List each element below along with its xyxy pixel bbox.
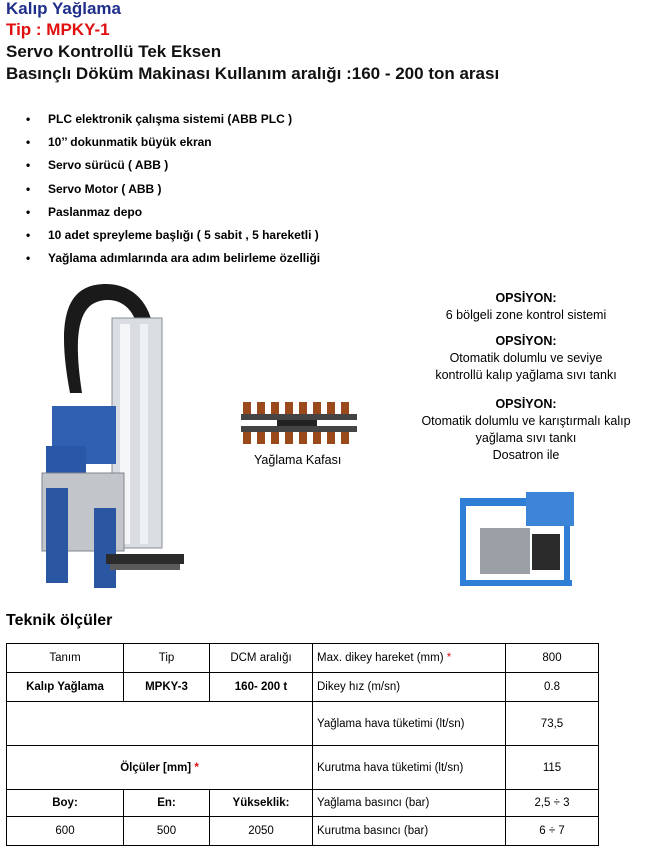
feature-item: • 10 adet spreyleme başlığı ( 5 sabit , 5 hareketli ) [26,227,319,242]
boy-label: Boy: [7,790,124,817]
spray-head-caption: Yağlama Kafası [254,453,342,467]
spec-label: Yağlama basıncı (bar) [313,790,506,817]
option-text-line2: kontrollü kalıp yağlama sıvı tankı [435,368,617,382]
option-title: OPSİYON: [495,397,557,411]
dcm-value: 160- 200 t [210,673,313,702]
spec-value: 73,5 [506,702,599,746]
bullet-icon: • [26,135,31,150]
option-title: OPSİYON: [495,291,557,305]
table-row [7,673,599,702]
option-block-2 [406,333,646,384]
spec-label: Yağlama hava tüketimi (lt/sn) [313,702,506,746]
spec-value: 800 [506,644,599,673]
table-row [7,790,599,817]
bullet-icon: • [26,158,31,173]
option-text-line2: yağlama sıvı tankı [475,431,577,445]
tanim-value: Kalıp Yağlama [7,673,124,702]
col-tip-header: Tip [124,644,210,673]
option-text-line3: Dosatron ile [492,448,560,462]
option-text: 6 bölgeli zone kontrol sistemi [445,308,607,322]
product-subtitle-1: Servo Kontrollü Tek Eksen [6,42,222,61]
bullet-icon: • [26,227,31,242]
spec-label: Max. dikey hareket (mm) * [313,644,506,673]
yukseklik-label: Yükseklik: [210,790,313,817]
spec-value: 2,5 ÷ 3 [506,790,599,817]
table-row [7,702,599,746]
spec-label: Kurutma hava tüketimi (lt/sn) [313,746,506,790]
product-title: Kalıp Yağlama [6,0,121,18]
feature-item: • 10’’ dokunmatik büyük ekran [26,135,212,150]
option-text-line1: Otomatik dolumlu ve seviye [449,351,603,365]
en-label: En: [124,790,210,817]
yukseklik-value: 2050 [210,817,313,846]
table-row [7,746,599,790]
boy-value: 600 [7,817,124,846]
machine-image [36,278,186,588]
bullet-icon: • [26,204,31,219]
col-dcm-header: DCM aralığı [210,644,313,673]
spec-value: 115 [506,746,599,790]
product-subtitle-2: Basınçlı Döküm Makinası Kullanım aralığı :160 - 200 ton arası [6,64,500,83]
feature-item: • PLC elektronik çalışma sistemi (ABB PLC ) [26,112,293,126]
en-value: 500 [124,817,210,846]
feature-item: • Servo sürücü ( ABB ) [26,158,169,173]
tech-table [6,643,599,846]
table-row [7,644,599,673]
tech-heading: Teknik ölçüler [6,612,113,629]
empty-cell [7,702,313,746]
spec-label: Kurutma basıncı (bar) [313,817,506,846]
option-title: OPSİYON: [495,334,557,348]
olculer-label: Ölçüler [mm] * [7,746,313,790]
feature-item: • Paslanmaz depo [26,204,143,219]
spec-value: 6 ÷ 7 [506,817,599,846]
col-tanim-header: Tanım [7,644,124,673]
bullet-icon: • [26,181,31,196]
tank-image [456,488,580,594]
product-type: Tip : MPKY-1 [6,20,110,39]
option-block-3 [406,396,646,464]
spray-head-image [241,398,359,452]
spec-label: Dikey hız (m/sn) [313,673,506,702]
table-row [7,817,599,846]
bullet-icon: • [26,112,31,126]
bullet-icon: • [26,251,31,266]
feature-item: • Servo Motor ( ABB ) [26,181,162,196]
feature-list [26,111,320,273]
feature-item: • Yağlama adımlarında ara adım belirleme özelliği [26,251,321,266]
option-block-1 [406,290,646,324]
option-text-line1: Otomatik dolumlu ve karıştırmalı kalıp [421,414,631,428]
tip-value: MPKY-3 [124,673,210,702]
spec-value: 0.8 [506,673,599,702]
